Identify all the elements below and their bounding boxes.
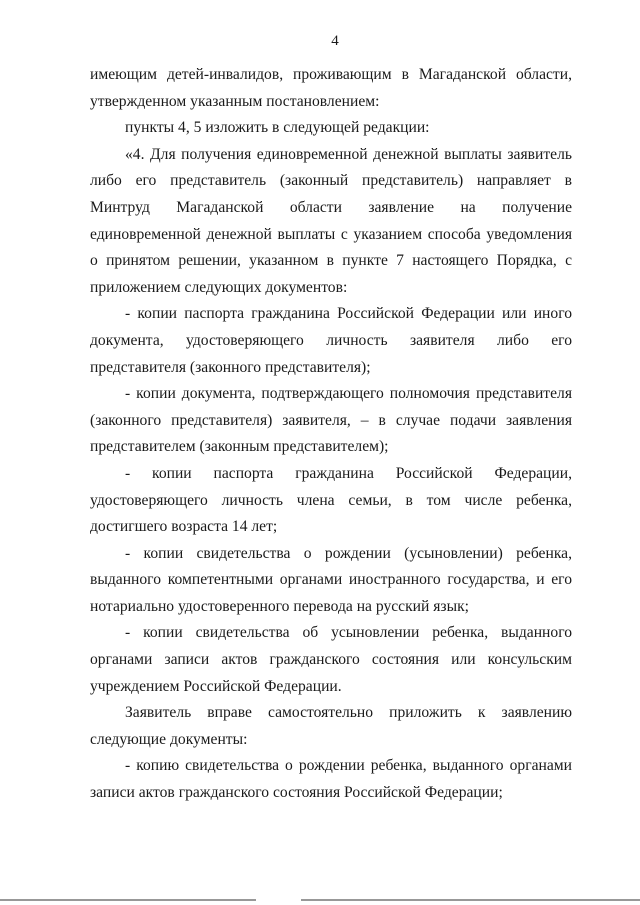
paragraph-item-4: «4. Для получения единовременной денежной выплаты заявитель либо его представитель (законный представитель) направляет в Минтруд Магаданской области заявление на получение единовременной денежной выплаты с указанием способа уведомления о принятом решении, указанном в пункте 7 настоящего Порядка, с приложением следующих документов: xyxy=(90,145,572,296)
page-number: 4 xyxy=(331,33,339,49)
document-body xyxy=(90,62,572,807)
paragraph-amendment-intro: пункты 4, 5 изложить в следующей редакции: xyxy=(125,119,430,137)
list-item-passport-applicant: - копии паспорта гражданина Российской Федерации или иного документа, удостоверяющего личность заявителя либо его представителя (законного представителя); xyxy=(90,305,572,376)
list-item-passport-family-member: - копии паспорта гражданина Российской Федерации, удостоверяющего личность члена семьи, в том числе ребенка, достигшего возраста 14 лет; xyxy=(90,464,572,536)
paragraph-optional-documents: Заявитель вправе самостоятельно приложить к заявлению следующие документы: xyxy=(90,704,572,748)
paragraph-continuation: имеющим детей-инвалидов, проживающим в Магаданской области, утвержденном указанным постановлением: xyxy=(90,66,572,110)
list-item-birth-certificate: - копию свидетельства о рождении ребенка, выданного органами записи актов гражданского состояния Российской Федерации; xyxy=(90,757,572,802)
list-item-adoption-certificate: - копии свидетельства об усыновлении ребенка, выданного органами записи актов гражданского состояния или консульским учреждением Российской Федерации. xyxy=(90,624,572,695)
list-item-representative-authority: - копии документа, подтверждающего полномочия представителя (законного представителя) заявителя, – в случае подачи заявления представителем (законным представителем); xyxy=(90,385,572,456)
list-item-foreign-birth-certificate: - копии свидетельства о рождении (усыновлении) ребенка, выданного компетентными органами иностранного государства, и его нотариально удостоверенного перевода на русский язык; xyxy=(90,544,572,615)
scan-edge-line xyxy=(0,899,640,901)
